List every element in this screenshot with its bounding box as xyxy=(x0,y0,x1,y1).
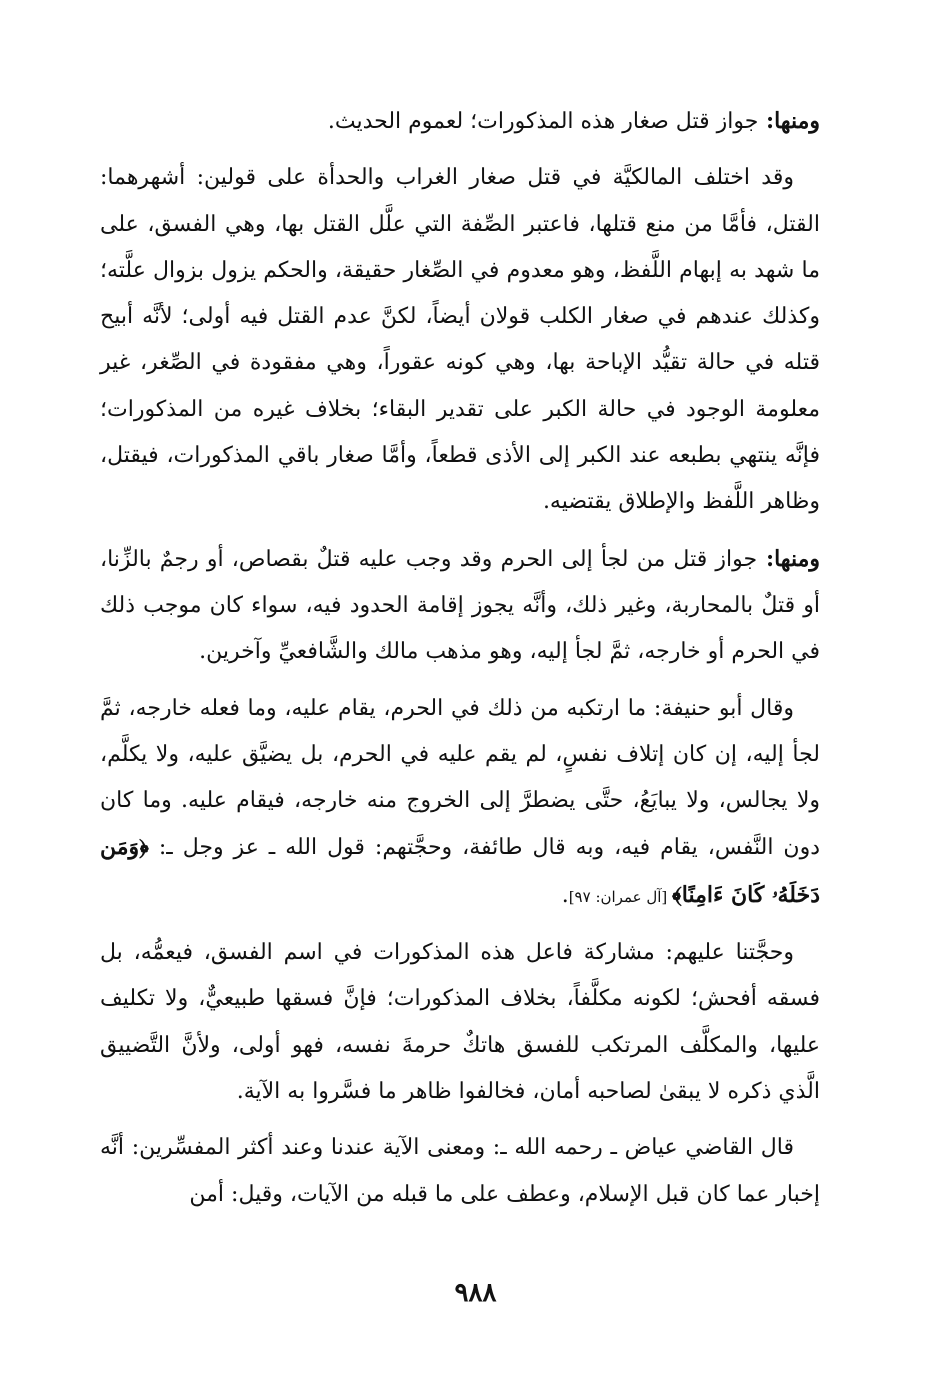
paragraph-3 xyxy=(100,536,820,676)
paragraph-text: قال القاضي عياض ـ رحمه الله ـ: ومعنى الآية عندنا وعند أكثر المفسِّرين: أنَّه إخبار عما كان قبل الإسلام، وعطف على ما قبله من الآيات، وقيل: أمن xyxy=(100,1135,820,1207)
paragraph-lead: ومنها: xyxy=(757,545,820,572)
paragraph-lead: ومنها: xyxy=(758,108,820,134)
paragraph-text-end: . xyxy=(561,882,569,908)
paragraph-2 xyxy=(100,155,820,525)
paragraph-text: جواز قتل صغار هذه المذكورات؛ لعموم الحديث. xyxy=(327,109,759,134)
paragraph-4 xyxy=(100,686,820,920)
paragraph-text: وقال أبو حنيفة: ما ارتكبه من ذلك في الحرم، يقام عليه، وما فعله خارجه، ثمَّ لجأ إليه، إن كان إتلاف نفسٍ، لم يقم عليه في الحرم، بل يضيَّق عليه، ولا يكلَّم، ولا يجالس، ولا يبايَعُ، حتَّى يضطرَّ إلى الخروج منه خارجه، فيقام عليه. وما كان دون النَّفس، يقام فيه، وبه قال طائفة، وحجَّتهم: قول الله ـ عز وجل ـ: xyxy=(100,695,820,861)
paragraph-text: وحجَّتنا عليهم: مشاركة فاعل هذه المذكورات في اسم الفسق، فيعمُّه، بل فسقه أفحش؛ لكونه مكلَّفاً، بخلاف المذكورات؛ فإنَّ فسقها طبيعيٌّ، ولا تكليف عليها، والمكلَّف المرتكب للفسق هاتكٌ حرمةَ نفسه، فهو أولى، ولأنَّ التَّضييق الَّذي ذكره لا يبقىٰ لصاحبه أمان، فخالفوا ظاهر ما فسَّروا به الآية. xyxy=(100,940,820,1104)
paragraph-1 xyxy=(100,98,820,145)
paragraph-6 xyxy=(100,1125,820,1218)
page-body xyxy=(100,98,820,1228)
quran-verse: ﴿وَمَن دَخَلَهُۥ كَانَ ءَامِنًا﴾ xyxy=(100,834,820,908)
paragraph-text: جواز قتل من لجأ إلى الحرم وقد وجب عليه قتلٌ بقصاص، أو رجمٌ بالزِّنا، أو قتلٌ بالمحاربة، وغير ذلك، وأنَّه يجوز إقامة الحدود فيه، سواء كان موجب ذلك في الحرم أو خارجه، ثمَّ لجأ إليه، وهو مذهب مالك والشَّافعيِّ وآخرين. xyxy=(100,546,820,665)
paragraph-text: وقد اختلف المالكيَّة في قتل صغار الغراب والحدأة على قولين: أشهرهما: القتل، فأمَّا من منع قتلها، فاعتبر الصِّفة التي علَّل القتل بها، وهي الفسق، على ما شهد به إبهام اللَّفظ، وهو معدوم في الصِّغار حقيقة، والحكم يزول بزوال علَّته؛ وكذلك عندهم في صغار الكلب قولان أيضاً، لكنَّ عدم القتل فيه أولى؛ لأنَّه أبيح قتله في حالة تقيُّد الإباحة بها، وهي كونه عقوراً، وهي مفقودة في الصِّغر، غير معلومة الوجود في حالة الكبر على تقدير البقاء؛ بخلاف غيره من المذكورات؛ فإنَّه ينتهي بطبعه عند الكبر إلى الأذى قطعاً، وأمَّا صغار باقي المذكورات، فيقتل، وظاهر اللَّفظ والإطلاق يقتضيه. xyxy=(100,165,820,515)
page-number: ٩٨٨ xyxy=(454,1278,497,1308)
verse-citation: [آل عمران: ٩٧] xyxy=(568,887,673,906)
paragraph-5 xyxy=(100,930,820,1115)
